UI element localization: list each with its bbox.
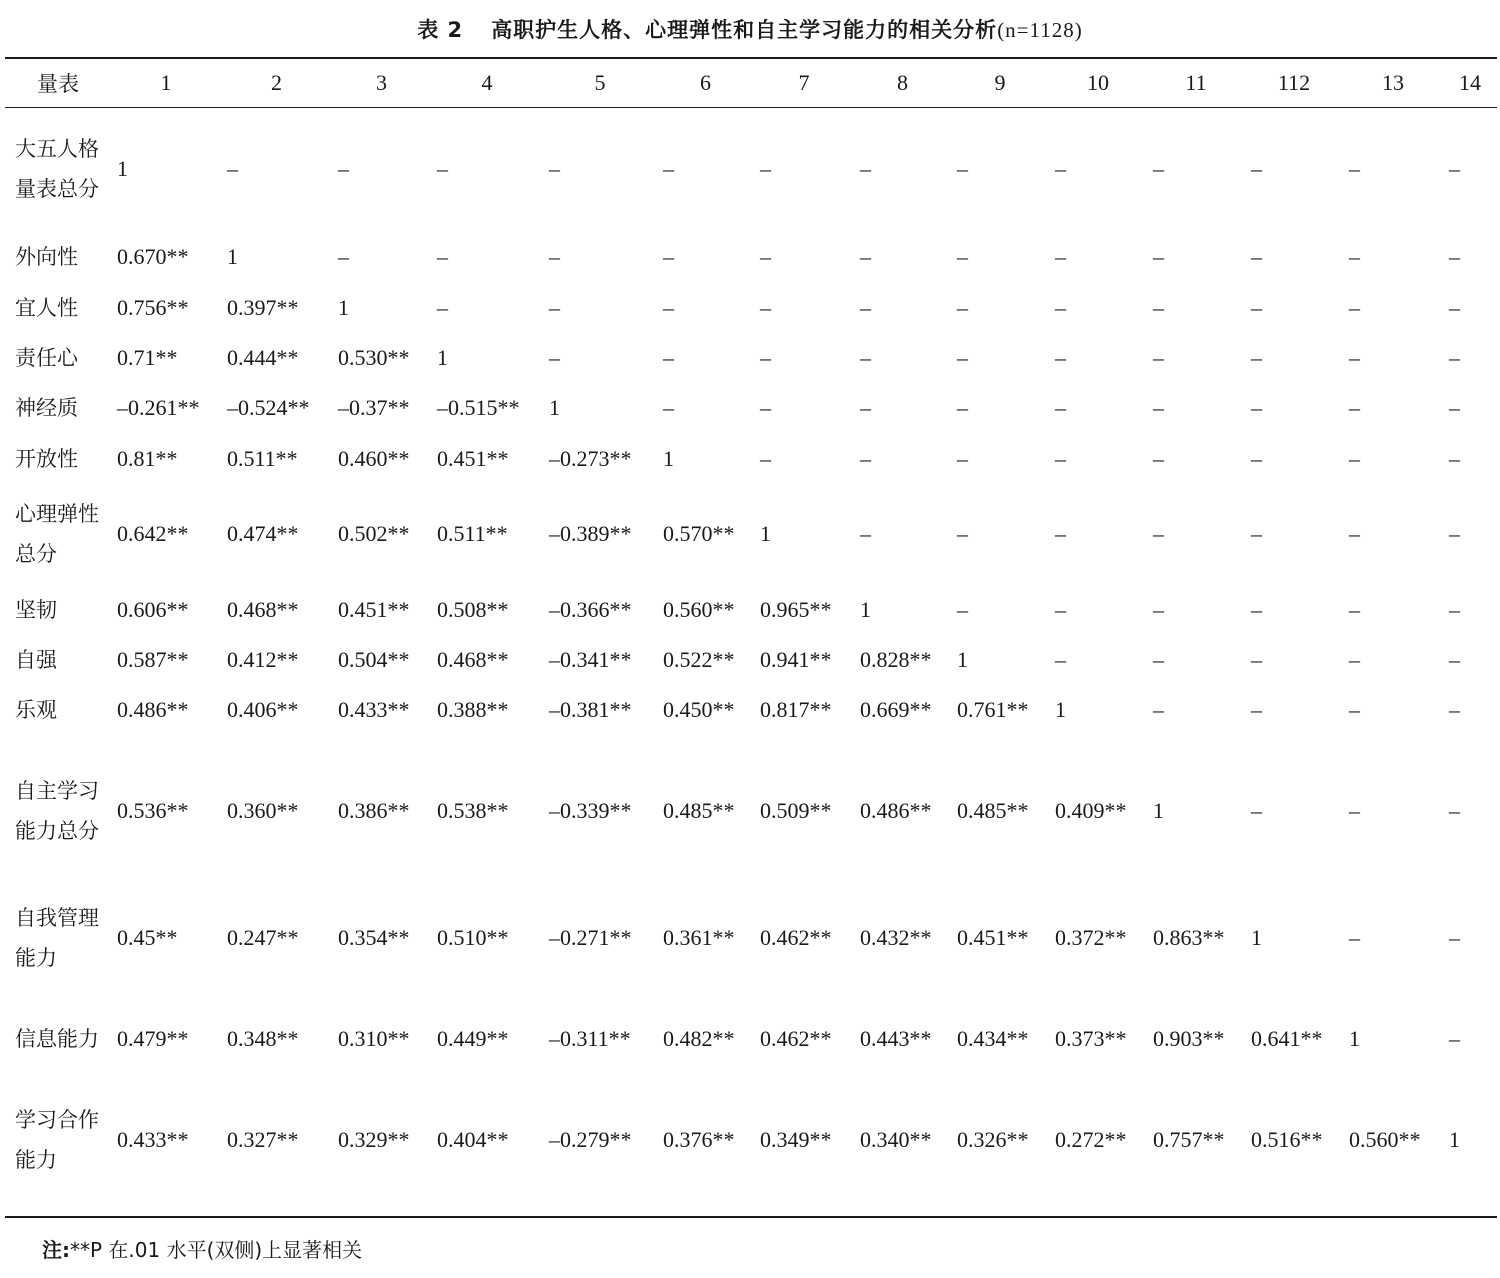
table-cell: – [549, 345, 560, 370]
row-label: 坚韧 [15, 597, 57, 622]
column-header-14: 14 [1459, 70, 1481, 95]
table-cell: 0.756** [117, 295, 189, 320]
table-cell: 0.941** [760, 647, 832, 672]
table-cell: 0.326** [957, 1126, 1029, 1152]
row-label: 开放性 [15, 446, 78, 471]
table-cell: – [1449, 156, 1460, 181]
table-cell: – [860, 345, 871, 370]
table-cell: – [1251, 647, 1262, 672]
table-cell: – [1349, 596, 1360, 622]
table-cell: – [1251, 697, 1262, 722]
table-cell: 0.903** [1153, 1026, 1225, 1051]
column-header-7: 7 [798, 70, 810, 95]
table-cell: – [1251, 156, 1262, 181]
table-cell: – [957, 345, 968, 370]
table-cell: 0.462** [760, 1026, 832, 1051]
table-cell: – [1153, 445, 1164, 471]
table-cell: 0.376** [663, 1126, 735, 1152]
table-cell: –0.271** [549, 925, 632, 950]
table-cell: –0.341** [549, 647, 632, 672]
header-row [5, 59, 1497, 107]
table-cell: 0.669** [860, 697, 932, 722]
row-label: 心理弹性总分 [15, 502, 99, 566]
table-cell: 0.310** [338, 1026, 410, 1051]
table-cell: – [1449, 345, 1460, 370]
table-cell: – [860, 295, 871, 320]
table-cell: 0.516** [1251, 1126, 1323, 1152]
column-header-5: 5 [594, 70, 606, 95]
table-cell: 0.409** [1055, 798, 1127, 823]
table-cell: 0.412** [227, 647, 299, 672]
row-label: 自主学习能力总分 [15, 779, 99, 843]
table-cell: – [1349, 244, 1360, 269]
table-cell: 0.522** [663, 647, 735, 672]
column-header-112: 112 [1277, 70, 1311, 95]
table-cell: 0.372** [1055, 925, 1127, 950]
row-label: 自我管理能力 [15, 906, 99, 970]
table-cell: 0.404** [437, 1126, 509, 1152]
table-cell: 0.388** [437, 697, 509, 722]
table-cell: – [1055, 345, 1066, 370]
table-cell: – [1055, 395, 1066, 420]
table-cell: – [1251, 521, 1262, 546]
table-cell: – [1055, 596, 1066, 622]
table-cell: – [1349, 395, 1360, 420]
table-cell: – [1349, 295, 1360, 320]
table-cell: –0.261** [117, 395, 200, 420]
table-cell: 0.386** [338, 798, 410, 823]
table-cell: 1 [760, 521, 771, 546]
table-cell: – [760, 295, 771, 320]
table-cell: –0.515** [437, 395, 520, 420]
table-cell: – [860, 156, 871, 181]
table-cell: 0.485** [663, 798, 735, 823]
table-cell: – [1349, 345, 1360, 370]
table-row [5, 735, 1497, 887]
table-cell: – [1251, 295, 1262, 320]
table-cell: – [1153, 295, 1164, 320]
table-cell: – [437, 244, 448, 269]
table-title: 高职护生人格、心理弹性和自主学习能力的相关分析 [491, 18, 998, 42]
table-cell: – [1055, 445, 1066, 471]
table-cell: 0.570** [663, 521, 735, 546]
table-cell: – [663, 395, 674, 420]
table-cell: – [957, 244, 968, 269]
table-cell: 0.510** [437, 925, 509, 950]
table-cell: 1 [338, 295, 349, 320]
table-cell: 0.81** [117, 445, 178, 471]
table-row [5, 231, 1497, 283]
table-cell: 0.432** [860, 925, 932, 950]
table-cell: 0.817** [760, 697, 832, 722]
table-cell: 0.536** [117, 798, 189, 823]
table-cell: 0.451** [957, 925, 1029, 950]
table-cell: – [1153, 156, 1164, 181]
table-cell: 0.433** [117, 1126, 189, 1152]
table-cell: 0.482** [663, 1026, 735, 1051]
table-cell: 1 [860, 596, 871, 622]
table-row [5, 107, 1497, 231]
table-cell: – [1251, 244, 1262, 269]
table-cell: 0.486** [860, 798, 932, 823]
table-cell: 0.434** [957, 1026, 1029, 1051]
table-cell: 0.360** [227, 798, 299, 823]
table-cell: 0.641** [1251, 1026, 1323, 1051]
table-cell: – [1251, 798, 1262, 823]
table-cell: 0.327** [227, 1126, 299, 1152]
table-cell: – [760, 445, 771, 471]
table-cell: 0.502** [338, 521, 410, 546]
table-cell: – [1153, 647, 1164, 672]
table-cell: – [760, 395, 771, 420]
column-header-3: 3 [376, 70, 387, 95]
table-cell: 0.530** [338, 345, 410, 370]
table-cell: 0.828** [860, 647, 932, 672]
table-cell: 1 [437, 345, 448, 370]
table-cell: – [1153, 244, 1164, 269]
bottom-rule [5, 1216, 1497, 1218]
table-cell: – [1349, 445, 1360, 471]
table-cell: –0.389** [549, 521, 632, 546]
table-cell: – [1349, 647, 1360, 672]
table-cell: 0.486** [117, 697, 189, 722]
row-label: 学习合作能力 [15, 1107, 99, 1172]
table-cell: – [957, 596, 968, 622]
column-header-8: 8 [897, 70, 908, 95]
table-cell: – [1251, 445, 1262, 471]
table-cell: – [338, 156, 349, 181]
table-cell: 0.485** [957, 798, 1029, 823]
table-cell: 0.340** [860, 1126, 932, 1152]
table-cell: –0.381** [549, 697, 632, 722]
table-row [5, 333, 1497, 383]
table-row [5, 685, 1497, 735]
table-row [5, 635, 1497, 685]
table-number: 表 2 [417, 18, 464, 42]
table-cell: 0.479** [117, 1026, 189, 1051]
table-cell: – [957, 295, 968, 320]
table-note [42, 1234, 362, 1263]
table-cell: – [1055, 647, 1066, 672]
table-cell: 1 [117, 156, 128, 181]
table-cell: – [1251, 596, 1262, 622]
table-cell: – [549, 295, 560, 320]
column-header-1: 1 [160, 70, 172, 95]
row-label: 乐观 [15, 698, 57, 722]
table-row [5, 584, 1497, 635]
table-caption [0, 14, 1500, 44]
table-cell: – [1449, 295, 1460, 320]
table-cell: 0.560** [663, 596, 735, 622]
table-cell: – [1449, 798, 1460, 823]
table-cell: – [860, 521, 871, 546]
table-cell: 0.450** [663, 697, 735, 722]
column-header-10: 10 [1087, 70, 1109, 95]
table-cell: 0.354** [338, 925, 410, 950]
column-header-11: 11 [1185, 70, 1207, 95]
table-cell: – [1449, 596, 1460, 622]
table-cell: 0.462** [760, 925, 832, 950]
table-cell: – [1153, 697, 1164, 722]
table-cell: – [1055, 295, 1066, 320]
table-cell: 0.642** [117, 521, 189, 546]
table-cell: – [1349, 798, 1360, 823]
table-cell: – [1153, 596, 1164, 622]
table-cell: – [1055, 521, 1066, 546]
table-cell: 0.509** [760, 798, 832, 823]
table-cell: – [663, 295, 674, 320]
table-cell: – [860, 445, 871, 471]
table-cell: 0.460** [338, 445, 410, 471]
table-cell: 0.349** [760, 1126, 832, 1152]
table-cell: – [663, 156, 674, 181]
table-cell: 0.761** [957, 697, 1029, 722]
table-cell: –0.339** [549, 798, 632, 823]
table-cell: – [1449, 244, 1460, 269]
table-cell: 0.511** [227, 445, 298, 471]
table-body [5, 107, 1497, 1190]
table-cell: – [1349, 156, 1360, 181]
table-row [5, 283, 1497, 333]
table-row [5, 1089, 1497, 1190]
table-cell: 0.71** [117, 345, 178, 370]
table-cell: – [760, 244, 771, 269]
table-cell: – [1449, 647, 1460, 672]
table-cell: – [1251, 345, 1262, 370]
table-cell: – [957, 395, 968, 420]
table-cell: 0.373** [1055, 1026, 1127, 1051]
table-cell: 0.560** [1349, 1126, 1421, 1152]
table-cell: 1 [1449, 1126, 1460, 1152]
table-cell: –0.37** [338, 395, 410, 420]
table-cell: –0.279** [549, 1126, 632, 1152]
table-cell: 1 [1251, 925, 1262, 950]
table-cell: 0.606** [117, 596, 189, 622]
table-cell: 0.397** [227, 295, 299, 320]
table-cell: –0.273** [549, 445, 632, 471]
table-cell: – [1449, 697, 1460, 722]
table-cell: 0.329** [338, 1126, 410, 1152]
table-cell: – [860, 244, 871, 269]
table-cell: 0.468** [227, 596, 299, 622]
table-cell: – [549, 244, 560, 269]
table-cell: – [1251, 395, 1262, 420]
table-cell: 0.587** [117, 647, 189, 672]
table-cell: – [1449, 925, 1460, 950]
column-header-2: 2 [271, 70, 282, 95]
table-cell: 0.670** [117, 244, 189, 269]
table-cell: 0.406** [227, 697, 299, 722]
table-cell: 1 [1055, 697, 1066, 722]
row-label: 宜人性 [15, 296, 78, 320]
table-cell: – [663, 244, 674, 269]
table-row [5, 383, 1497, 433]
column-header-6: 6 [700, 70, 711, 95]
table-cell: – [663, 345, 674, 370]
table-cell: 0.965** [760, 596, 832, 622]
table-cell: 1 [957, 647, 968, 672]
table-cell: – [338, 244, 349, 269]
table-cell: – [1153, 395, 1164, 420]
table-cell: – [437, 156, 448, 181]
table-cell: – [1055, 156, 1066, 181]
table-cell: 0.757** [1153, 1126, 1225, 1152]
column-header-9: 9 [994, 70, 1006, 95]
table-cell: 0.247** [227, 925, 299, 950]
column-header-13: 13 [1382, 70, 1404, 95]
table-cell: – [1449, 445, 1460, 471]
note-prefix: 注: [42, 1238, 70, 1262]
table-cell: – [760, 345, 771, 370]
row-label: 自强 [15, 648, 57, 672]
table-cell: – [860, 395, 871, 420]
table-cell: 1 [1153, 798, 1164, 823]
table-row [5, 989, 1497, 1089]
table-cell: 0.449** [437, 1026, 509, 1051]
table-cell: 0.45** [117, 925, 178, 950]
table-cell: 0.444** [227, 345, 299, 370]
table-cell: 0.508** [437, 596, 509, 622]
table-cell: – [1449, 395, 1460, 420]
table-cell: – [760, 156, 771, 181]
table-cell: 0.433** [338, 697, 410, 722]
table-cell: – [957, 521, 968, 546]
table-cell: –0.311** [549, 1026, 631, 1051]
table-cell: 0.504** [338, 647, 410, 672]
table-cell: –0.366** [549, 596, 632, 622]
table-cell: – [1153, 345, 1164, 370]
correlation-table [5, 59, 1497, 1190]
table-cell: – [1349, 521, 1360, 546]
table-cell: 0.361** [663, 925, 735, 950]
table-cell: 0.451** [437, 445, 509, 471]
table-cell: 0.474** [227, 521, 299, 546]
row-label: 责任心 [15, 346, 78, 370]
table-cell: – [1349, 697, 1360, 722]
note-text: **P 在.01 水平(双侧)上显著相关 [70, 1238, 363, 1262]
column-header-scale: 量表 [37, 72, 79, 96]
table-cell: 1 [1349, 1026, 1360, 1051]
table-cell: – [549, 156, 560, 181]
table-cell: – [957, 445, 968, 471]
table-cell: 0.538** [437, 798, 509, 823]
table-cell: 0.468** [437, 647, 509, 672]
table-cell: 1 [227, 244, 238, 269]
table-cell: 0.348** [227, 1026, 299, 1051]
sample-size: (n=1128) [997, 18, 1083, 42]
column-header-4: 4 [481, 70, 493, 95]
row-label: 大五人格量表总分 [15, 137, 99, 201]
table-cell: – [437, 295, 448, 320]
table-cell: – [1153, 521, 1164, 546]
table-row [5, 433, 1497, 484]
table-cell: 0.863** [1153, 925, 1225, 950]
row-label: 信息能力 [15, 1027, 99, 1051]
table-cell: –0.524** [227, 395, 310, 420]
table-cell: 0.272** [1055, 1126, 1127, 1152]
table-cell: 0.511** [437, 521, 508, 546]
table-cell: – [957, 156, 968, 181]
table-cell: – [1449, 1026, 1460, 1051]
table-row [5, 484, 1497, 584]
table-cell: 1 [549, 395, 560, 420]
table-cell: – [1349, 925, 1360, 950]
table-cell: 0.443** [860, 1026, 932, 1051]
table-cell: – [227, 156, 238, 181]
row-label: 外向性 [15, 245, 78, 269]
table-cell: – [1055, 244, 1066, 269]
row-label: 神经质 [15, 396, 78, 420]
table-cell: 1 [663, 445, 674, 471]
table-row [5, 887, 1497, 989]
table-cell: 0.451** [338, 596, 410, 622]
table-cell: – [1449, 521, 1460, 546]
